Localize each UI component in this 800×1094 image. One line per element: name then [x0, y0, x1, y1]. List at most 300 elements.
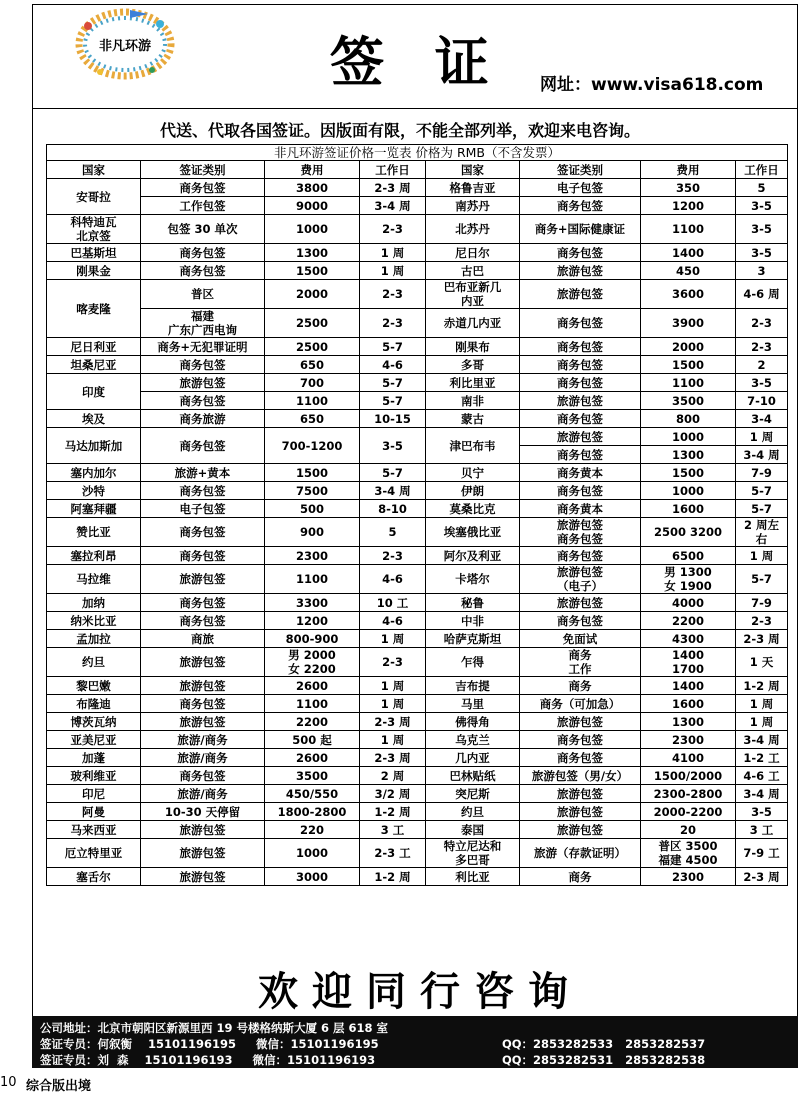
table-cell: 1-2 工: [736, 749, 788, 767]
table-cell: 3-4 周: [736, 785, 788, 803]
table-cell: 1400 1700: [641, 648, 736, 677]
table-cell: 2-3 周: [360, 713, 426, 731]
table-cell: 旅游包签: [520, 821, 641, 839]
table-cell: 650: [265, 410, 360, 428]
table-row: [47, 594, 788, 612]
table-cell: 商务包签: [520, 309, 641, 338]
table-cell: 6500: [641, 547, 736, 565]
table-cell: 2-3: [360, 547, 426, 565]
table-cell: 9000: [265, 197, 360, 215]
table-header-row: [47, 161, 788, 179]
table-cell: 安哥拉: [47, 179, 141, 215]
column-header: 国家: [47, 161, 141, 179]
table-cell: 1600: [641, 500, 736, 518]
table-cell: 4-6 工: [736, 767, 788, 785]
table-cell: 4-6: [360, 356, 426, 374]
table-cell: 4-6: [360, 612, 426, 630]
table-cell: 商务包签: [520, 482, 641, 500]
table-cell: 7-9: [736, 594, 788, 612]
table-cell: 1100: [265, 565, 360, 594]
table-cell: 商务包签: [141, 244, 265, 262]
table-cell: 800-900: [265, 630, 360, 648]
table-cell: 1500: [641, 464, 736, 482]
table-cell: 贝宁: [426, 464, 520, 482]
table-cell: 7500: [265, 482, 360, 500]
table-cell: 博茨瓦纳: [47, 713, 141, 731]
table-cell: 商务黄本: [520, 464, 641, 482]
table-cell: 塞拉利昂: [47, 547, 141, 565]
table-body: [47, 179, 788, 886]
table-cell: 3000: [265, 868, 360, 886]
table-cell: 3-5: [736, 215, 788, 244]
table-cell: 5: [736, 179, 788, 197]
logo: [70, 4, 180, 84]
table-cell: 2-3: [360, 648, 426, 677]
table-cell: 商务包签: [520, 612, 641, 630]
table-cell: 1300: [641, 446, 736, 464]
table-row: [47, 309, 788, 338]
table-cell: 1400: [641, 677, 736, 695]
table-cell: 700: [265, 374, 360, 392]
table-cell: 2 周左 右: [736, 518, 788, 547]
table-cell: 2-3: [360, 280, 426, 309]
table-cell: 旅游包签: [141, 839, 265, 868]
table-cell: 3-4: [736, 410, 788, 428]
table-cell: 马里: [426, 695, 520, 713]
table-cell: 商务包签: [520, 374, 641, 392]
table-cell: 巴林贴纸: [426, 767, 520, 785]
table-cell: 亚美尼亚: [47, 731, 141, 749]
table-cell: 2000-2200: [641, 803, 736, 821]
table-row: [47, 338, 788, 356]
table-cell: 旅游包签: [141, 713, 265, 731]
table-cell: 普区 3500 福建 4500: [641, 839, 736, 868]
table-cell: 3-4 周: [736, 446, 788, 464]
table-cell: 商务: [520, 868, 641, 886]
table-row: [47, 280, 788, 309]
table-cell: 1 周: [360, 244, 426, 262]
table-cell: 3900: [641, 309, 736, 338]
table-cell: 5-7: [736, 482, 788, 500]
table-cell: 2-3 周: [360, 179, 426, 197]
qq-line-2: QQ：2853282531 2853282538: [502, 1053, 706, 1067]
table-row: [47, 565, 788, 594]
table-cell: 普区: [141, 280, 265, 309]
table-cell: 旅游（存款证明）: [520, 839, 641, 868]
table-cell: 1 周: [360, 695, 426, 713]
table-cell: 商务包签: [141, 179, 265, 197]
table-cell: 20: [641, 821, 736, 839]
table-cell: 商务包签: [141, 767, 265, 785]
table-cell: 泰国: [426, 821, 520, 839]
table-cell: 2000: [265, 280, 360, 309]
table-cell: 商务包签: [520, 244, 641, 262]
table-cell: 刚果布: [426, 338, 520, 356]
visa-price-table: [46, 144, 788, 886]
table-cell: 1-2 周: [360, 803, 426, 821]
table-row: [47, 518, 788, 547]
table-cell: 2500 3200: [641, 518, 736, 547]
table-cell: 利比亚: [426, 868, 520, 886]
table-cell: 1100: [641, 215, 736, 244]
table-cell: 古巴: [426, 262, 520, 280]
table-cell: 阿塞拜疆: [47, 500, 141, 518]
table-cell: 加蓬: [47, 749, 141, 767]
table-cell: 3500: [641, 392, 736, 410]
table-cell: 黎巴嫩: [47, 677, 141, 695]
table-row: [47, 731, 788, 749]
table-cell: 科特迪瓦 北京签: [47, 215, 141, 244]
table-cell: 旅游包签（男/女）: [520, 767, 641, 785]
table-row: [47, 868, 788, 886]
table-cell: 秘鲁: [426, 594, 520, 612]
table-cell: 1-2 周: [736, 677, 788, 695]
table-cell: 厄立特里亚: [47, 839, 141, 868]
table-row: [47, 428, 788, 446]
table-cell: 马拉维: [47, 565, 141, 594]
table-cell: 商务包签: [520, 338, 641, 356]
table-cell: 哈萨克斯坦: [426, 630, 520, 648]
section-name: 综合版出境: [26, 1079, 92, 1094]
table-row: [47, 197, 788, 215]
table-cell: 蒙古: [426, 410, 520, 428]
table-cell: 旅游包签: [520, 803, 641, 821]
table-cell: 巴基斯坦: [47, 244, 141, 262]
table-cell: 商务 工作: [520, 648, 641, 677]
table-cell: 3-5: [360, 428, 426, 464]
table-cell: 2-3 周: [360, 749, 426, 767]
table-cell: 4100: [641, 749, 736, 767]
table-cell: 1 周: [736, 713, 788, 731]
table-cell: 旅游包签: [141, 565, 265, 594]
table-cell: 旅游/商务: [141, 731, 265, 749]
table-cell: 电子包签: [520, 179, 641, 197]
table-cell: 商务+无犯罪证明: [141, 338, 265, 356]
table-row: [47, 821, 788, 839]
table-cell: 巴布亚新几 内亚: [426, 280, 520, 309]
table-cell: 商务+国际健康证: [520, 215, 641, 244]
table-row: [47, 410, 788, 428]
table-cell: 孟加拉: [47, 630, 141, 648]
table-row: [47, 244, 788, 262]
table-cell: 佛得角: [426, 713, 520, 731]
column-header: 国家: [426, 161, 520, 179]
table-row: [47, 785, 788, 803]
table-cell: 旅游包签: [520, 713, 641, 731]
table-cell: 1 天: [736, 648, 788, 677]
table-cell: 埃塞俄比亚: [426, 518, 520, 547]
table-cell: 2-3: [736, 612, 788, 630]
table-cell: 莫桑比克: [426, 500, 520, 518]
table-cell: 1600: [641, 695, 736, 713]
table-cell: 商务包签: [520, 446, 641, 464]
table-cell: 阿曼: [47, 803, 141, 821]
table-cell: 商务包签: [520, 356, 641, 374]
slogan: 代送、代取各国签证。因版面有限，不能全部列举，欢迎来电咨询。: [159, 121, 640, 140]
table-row: [47, 179, 788, 197]
table-cell: 商务包签: [520, 731, 641, 749]
table-cell: 3 工: [360, 821, 426, 839]
table-cell: 商务包签: [520, 197, 641, 215]
table-cell: 旅游包签: [520, 428, 641, 446]
table-cell: 商务包签: [141, 612, 265, 630]
table-cell: 450: [641, 262, 736, 280]
table-cell: 500 起: [265, 731, 360, 749]
table-cell: 1200: [265, 612, 360, 630]
table-cell: 约旦: [47, 648, 141, 677]
column-header: 费用: [641, 161, 736, 179]
table-cell: 900: [265, 518, 360, 547]
table-cell: 5-7: [360, 374, 426, 392]
table-cell: 印尼: [47, 785, 141, 803]
table-cell: 3-4 周: [736, 731, 788, 749]
table-cell: 2500: [265, 338, 360, 356]
table-cell: 350: [641, 179, 736, 197]
table-cell: 埃及: [47, 410, 141, 428]
table-row: [47, 695, 788, 713]
table-cell: 男 2000 女 2200: [265, 648, 360, 677]
column-header: 费用: [265, 161, 360, 179]
table-cell: 3/2 周: [360, 785, 426, 803]
table-cell: 1400: [641, 244, 736, 262]
table-cell: 1500: [265, 464, 360, 482]
table-cell: 4300: [641, 630, 736, 648]
table-cell: 2-3 周: [736, 630, 788, 648]
table-cell: 2-3: [360, 215, 426, 244]
table-cell: 1000: [265, 215, 360, 244]
table-cell: 1500: [641, 356, 736, 374]
table-cell: 旅游包签 商务包签: [520, 518, 641, 547]
table-cell: 2300-2800: [641, 785, 736, 803]
table-cell: 3-4 周: [360, 197, 426, 215]
table-cell: 商务包签: [141, 482, 265, 500]
table-cell: 特立尼达和 多巴哥: [426, 839, 520, 868]
table-cell: 南非: [426, 392, 520, 410]
footer: [32, 1016, 798, 1068]
table-cell: 乌克兰: [426, 731, 520, 749]
table-row: [47, 767, 788, 785]
table-cell: 旅游包签: [520, 594, 641, 612]
table-cell: 商务包签: [520, 749, 641, 767]
table-cell: 2300: [641, 731, 736, 749]
table-cell: 3300: [265, 594, 360, 612]
table-cell: 2-3: [736, 309, 788, 338]
table-cell: 2300: [641, 868, 736, 886]
table-cell: 1 周: [360, 677, 426, 695]
table-cell: 塞舌尔: [47, 868, 141, 886]
table-cell: 商务包签: [141, 547, 265, 565]
table-cell: 2600: [265, 749, 360, 767]
table-row: [47, 500, 788, 518]
table-cell: 2000: [641, 338, 736, 356]
table-cell: 10-30 天停留: [141, 803, 265, 821]
table-cell: 南苏丹: [426, 197, 520, 215]
table-row: [47, 464, 788, 482]
table-row: [47, 215, 788, 244]
qq-line-1: QQ：2853282533 2853282537: [502, 1037, 706, 1051]
table-cell: 工作包签: [141, 197, 265, 215]
table-cell: 800: [641, 410, 736, 428]
welcome-banner: 欢迎同行咨询: [258, 968, 582, 1015]
table-cell: 商旅: [141, 630, 265, 648]
table-cell: 电子包签: [141, 500, 265, 518]
table-cell: 伊朗: [426, 482, 520, 500]
table-cell: 2-3: [360, 309, 426, 338]
table-cell: 尼日尔: [426, 244, 520, 262]
logo-text: 非凡环游: [98, 39, 151, 54]
table-cell: 约旦: [426, 803, 520, 821]
table-cell: 商务黄本: [520, 500, 641, 518]
table-cell: 商务包签: [141, 695, 265, 713]
table-cell: 玻利维亚: [47, 767, 141, 785]
table-cell: 5-7: [360, 464, 426, 482]
table-cell: 2: [736, 356, 788, 374]
table-cell: 1000: [265, 839, 360, 868]
table-cell: 赞比亚: [47, 518, 141, 547]
table-cell: 1 周: [360, 630, 426, 648]
table-cell: 1 周: [360, 262, 426, 280]
table-cell: 多哥: [426, 356, 520, 374]
table-cell: 加纳: [47, 594, 141, 612]
table-cell: 布隆迪: [47, 695, 141, 713]
table-cell: 2200: [641, 612, 736, 630]
table-cell: 1800-2800: [265, 803, 360, 821]
table-cell: 7-9: [736, 464, 788, 482]
table-cell: 650: [265, 356, 360, 374]
table-cell: 2600: [265, 677, 360, 695]
table-row: [47, 547, 788, 565]
table-cell: 1 周: [736, 428, 788, 446]
table-cell: 沙特: [47, 482, 141, 500]
table-cell: 1-2 周: [360, 868, 426, 886]
table-cell: 旅游/商务: [141, 749, 265, 767]
table-cell: 包签 30 单次: [141, 215, 265, 244]
table-cell: 旅游包签 （电子）: [520, 565, 641, 594]
table-cell: 利比里亚: [426, 374, 520, 392]
table-cell: 刚果金: [47, 262, 141, 280]
table-cell: 商务包签: [520, 410, 641, 428]
table-cell: 乍得: [426, 648, 520, 677]
table-cell: 4-6: [360, 565, 426, 594]
table-cell: 旅游包签: [141, 374, 265, 392]
contact-line-1: 签证专员：何叙衡 15101196195 微信：15101196195: [40, 1037, 379, 1051]
table-cell: 5: [360, 518, 426, 547]
table-cell: 2-3 工: [360, 839, 426, 868]
table-cell: 旅游包签: [520, 785, 641, 803]
table-cell: 2 周: [360, 767, 426, 785]
table-cell: 马来西亚: [47, 821, 141, 839]
table-cell: 3-4 周: [360, 482, 426, 500]
table-cell: 1300: [265, 244, 360, 262]
table-cell: 旅游包签: [141, 648, 265, 677]
table-row: [47, 612, 788, 630]
table-cell: 商务包签: [141, 356, 265, 374]
table-cell: 1200: [641, 197, 736, 215]
table-cell: 津巴布韦: [426, 428, 520, 464]
page-title: 签 证: [330, 30, 505, 94]
table-cell: 3500: [265, 767, 360, 785]
table-cell: 商务包签: [141, 428, 265, 464]
table-cell: 旅游包签: [141, 821, 265, 839]
table-cell: 商务包签: [141, 594, 265, 612]
table-cell: 男 1300 女 1900: [641, 565, 736, 594]
table-cell: 3-5: [736, 244, 788, 262]
company-address: 公司地址：北京市朝阳区新源里西 19 号楼格纳斯大厦 6 层 618 室: [40, 1021, 389, 1035]
table-cell: 塞内加尔: [47, 464, 141, 482]
table-cell: 尼日利亚: [47, 338, 141, 356]
table-row: [47, 374, 788, 392]
table-cell: 7-9 工: [736, 839, 788, 868]
table-row: [47, 482, 788, 500]
table-row: [47, 677, 788, 695]
table-cell: 旅游包签: [520, 262, 641, 280]
table-cell: 北苏丹: [426, 215, 520, 244]
table-cell: 3-5: [736, 197, 788, 215]
table-cell: 商务（可加急）: [520, 695, 641, 713]
table-cell: 吉布提: [426, 677, 520, 695]
table-cell: 5-7: [360, 338, 426, 356]
table-cell: 450/550: [265, 785, 360, 803]
table-cell: 旅游+黄本: [141, 464, 265, 482]
table-cell: 3-5: [736, 374, 788, 392]
table-cell: 10 工: [360, 594, 426, 612]
table-cell: 5-7: [736, 565, 788, 594]
website-url: 网址：www.visa618.com: [540, 75, 764, 95]
table-cell: 700-1200: [265, 428, 360, 464]
table-cell: 旅游包签: [141, 868, 265, 886]
table-cell: 3-5: [736, 803, 788, 821]
table-cell: 5-7: [736, 500, 788, 518]
table-cell: 中非: [426, 612, 520, 630]
table-cell: 3: [736, 262, 788, 280]
table-cell: 1100: [265, 392, 360, 410]
table-cell: 1300: [641, 713, 736, 731]
table-cell: 商务: [520, 677, 641, 695]
table-row: [47, 648, 788, 677]
table-cell: 7-10: [736, 392, 788, 410]
column-header: 工作日: [360, 161, 426, 179]
column-header: 签证类别: [520, 161, 641, 179]
table-cell: 赤道几内亚: [426, 309, 520, 338]
table-cell: 2200: [265, 713, 360, 731]
table-cell: 商务包签: [141, 518, 265, 547]
table-cell: 旅游/商务: [141, 785, 265, 803]
table-cell: 3600: [641, 280, 736, 309]
table-cell: 旅游包签: [520, 280, 641, 309]
table-cell: 卡塔尔: [426, 565, 520, 594]
contact-line-2: 签证专员：刘 森 15101196193 微信：15101196193: [40, 1053, 376, 1067]
table-cell: 2300: [265, 547, 360, 565]
table-cell: 1100: [265, 695, 360, 713]
table-row: [47, 262, 788, 280]
table-cell: 1 周: [736, 695, 788, 713]
table-cell: 4000: [641, 594, 736, 612]
table-cell: 商务包签: [141, 392, 265, 410]
column-header: 工作日: [736, 161, 788, 179]
table-cell: 纳米比亚: [47, 612, 141, 630]
table-cell: 5-7: [360, 392, 426, 410]
table-cell: 免面试: [520, 630, 641, 648]
table-row: [47, 392, 788, 410]
table-cell: 格鲁吉亚: [426, 179, 520, 197]
table-cell: 220: [265, 821, 360, 839]
table-cell: 1500/2000: [641, 767, 736, 785]
table-cell: 500: [265, 500, 360, 518]
table-cell: 4-6 周: [736, 280, 788, 309]
page-number: 10: [0, 1075, 17, 1090]
table-cell: 1100: [641, 374, 736, 392]
table-row: [47, 713, 788, 731]
